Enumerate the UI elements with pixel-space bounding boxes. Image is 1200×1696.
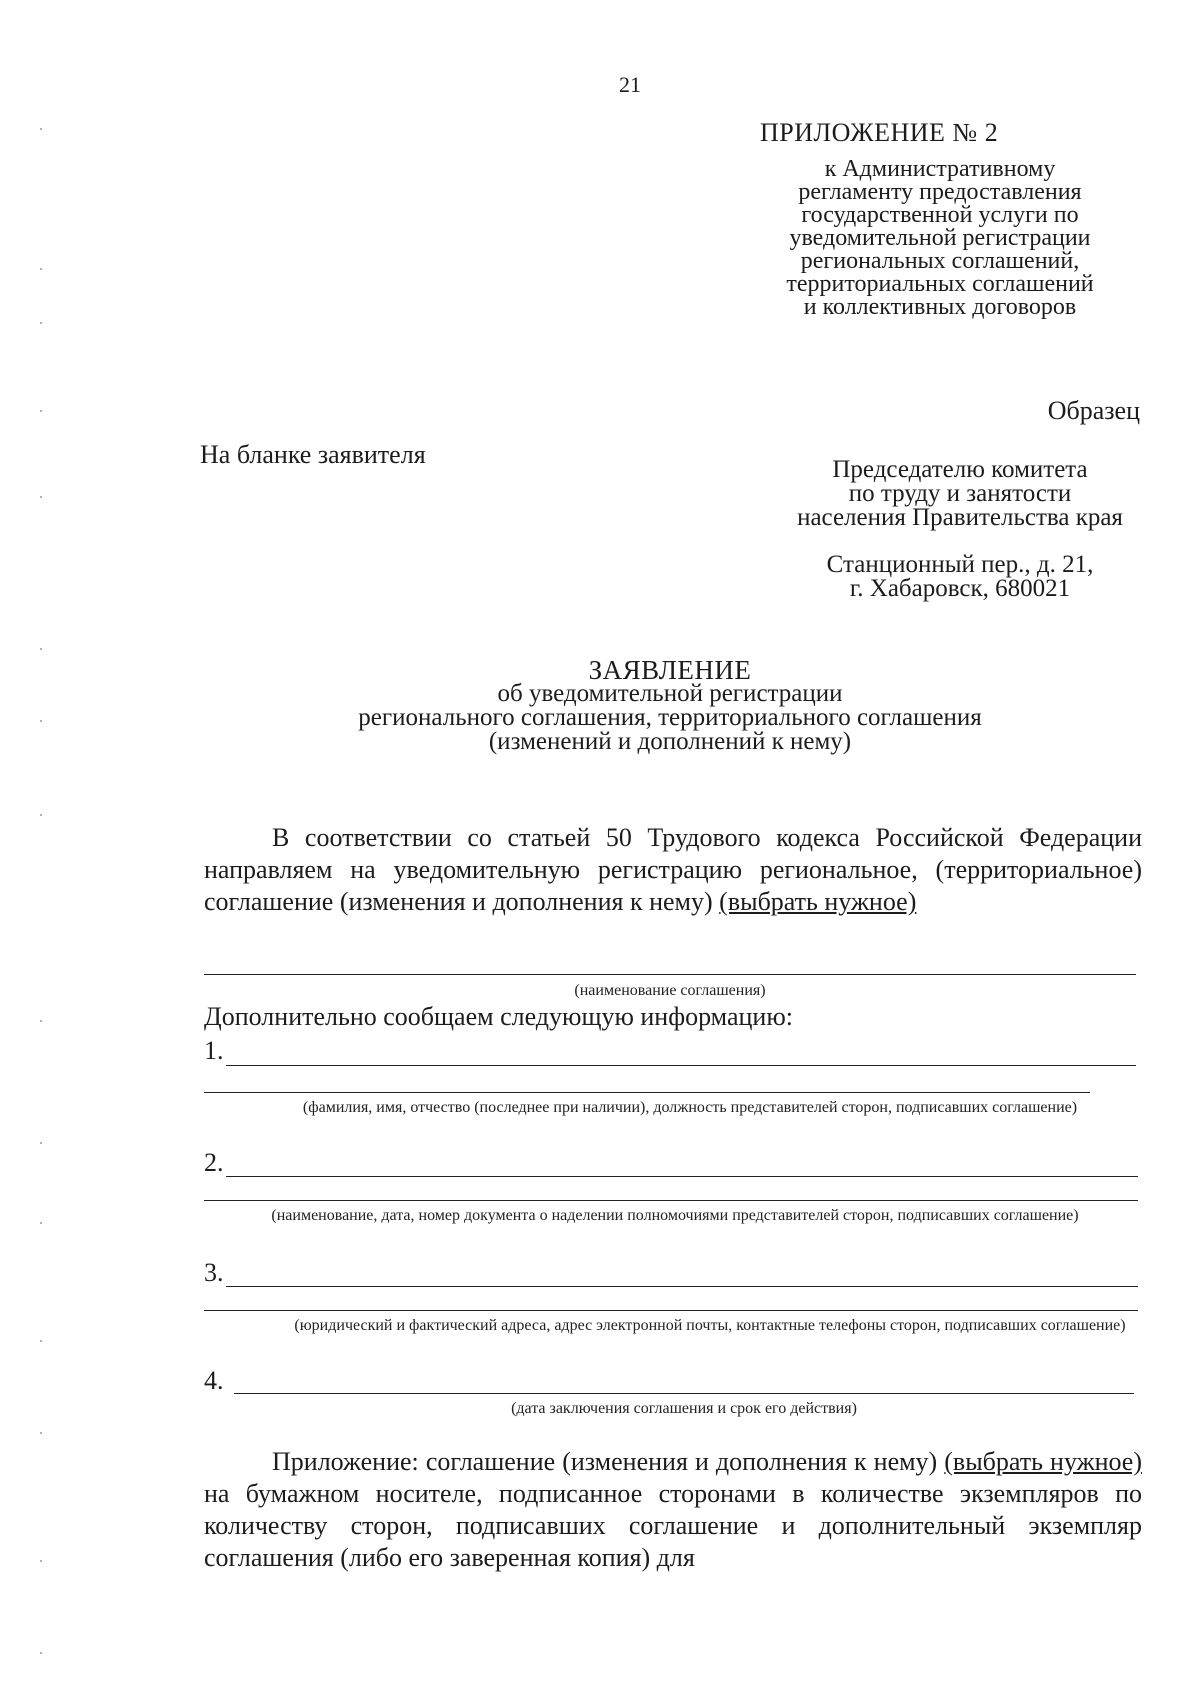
item-3-line[interactable] bbox=[226, 1286, 1138, 1287]
statement-subtitle-line: (изменений и дополнений к нему) bbox=[488, 728, 852, 755]
appendix-line: региональных соглашений, bbox=[800, 248, 1080, 274]
item-number: 1. bbox=[204, 1036, 224, 1065]
item-1-line-2[interactable] bbox=[204, 1092, 1090, 1093]
item-2-line[interactable] bbox=[226, 1176, 1138, 1177]
appendix-subtitle bbox=[760, 158, 1120, 319]
item-number: 3. bbox=[204, 1258, 224, 1287]
appendix-line: государственной услуги по bbox=[801, 202, 1079, 228]
attachment-paragraph bbox=[204, 1446, 1142, 1574]
applicant-blank-note: На бланке заявителя bbox=[200, 440, 426, 469]
item-3-line-2[interactable] bbox=[204, 1310, 1138, 1311]
addressee-block bbox=[760, 458, 1160, 530]
item-1-caption: (фамилия, имя, отчество (последнее при наличии), должность представителей сторон, подписавших соглашение) bbox=[302, 1099, 1078, 1116]
appendix-line: уведомительной регистрации bbox=[789, 225, 1091, 251]
item-3-caption: (юридический и фактический адреса, адрес электронной почты, контактные телефоны сторон, подписавших соглашение) bbox=[294, 1317, 1126, 1334]
agreement-name-caption: (наименование соглашения) bbox=[574, 982, 766, 999]
statement-subtitle-line: регионального соглашения, территориального соглашения bbox=[358, 704, 982, 731]
page-number: 21 bbox=[619, 72, 641, 97]
agreement-name-line[interactable] bbox=[204, 974, 1136, 975]
item-2-caption: (наименование, дата, номер документа о наделении полномочиями представителей сторон, подписавших соглашение) bbox=[271, 1207, 1079, 1224]
item-2-line-2[interactable] bbox=[204, 1200, 1138, 1201]
item-number: 2. bbox=[204, 1148, 224, 1177]
choose-needed-note: (выбрать нужное) bbox=[719, 887, 917, 916]
appendix-line: и коллективных договоров bbox=[803, 294, 1077, 320]
item-4-line[interactable] bbox=[234, 1393, 1134, 1394]
statement-subtitle-line: об уведомительной регистрации bbox=[497, 680, 843, 707]
appendix-line: территориальных соглашений bbox=[786, 271, 1094, 297]
choose-needed-note-2: (выбрать нужное) bbox=[944, 1447, 1142, 1476]
addressee-line: Председателю комитета bbox=[832, 456, 1088, 483]
statement-title: ЗАЯВЛЕНИЕ bbox=[588, 655, 752, 685]
main-paragraph bbox=[204, 822, 1142, 918]
appendix-line: регламенту предоставления bbox=[798, 179, 1082, 205]
address-line: Станционный пер., д. 21, bbox=[826, 551, 1094, 578]
main-paragraph-text: В соответствии со статьей 50 Трудового кодекса Российской Федерации направляем на уведомительную регистрацию региональное, (территориальное) соглашение (изменения и дополнения к нему) bbox=[204, 823, 1142, 916]
sample-label: Образец bbox=[1047, 396, 1140, 425]
appendix-line: к Административному bbox=[824, 156, 1056, 182]
item-4-caption: (дата заключения соглашения и срок его действия) bbox=[511, 1400, 857, 1417]
address-line: г. Хабаровск, 680021 bbox=[849, 575, 1071, 602]
addressee-line: по труду и занятости bbox=[848, 480, 1072, 507]
attachment-text-start: Приложение: соглашение (изменения и дополнения к нему) bbox=[272, 1447, 945, 1476]
item-1-line[interactable] bbox=[226, 1065, 1136, 1066]
addressee-line: населения Правительства края bbox=[797, 504, 1123, 531]
appendix-title: ПРИЛОЖЕНИЕ № 2 bbox=[760, 118, 999, 147]
addressee-address bbox=[780, 553, 1140, 601]
item-number: 4. bbox=[204, 1366, 224, 1395]
statement-heading bbox=[200, 655, 1140, 755]
attachment-text-end: на бумажном носителе, подписанное сторонами в количестве экземпляров по количеству сторон, подписавших соглашение и дополнительный экземпляр соглашения (либо его заверенная копия) для bbox=[204, 1479, 1142, 1572]
additional-info-label: Дополнительно сообщаем следующую информацию: bbox=[204, 1002, 793, 1031]
